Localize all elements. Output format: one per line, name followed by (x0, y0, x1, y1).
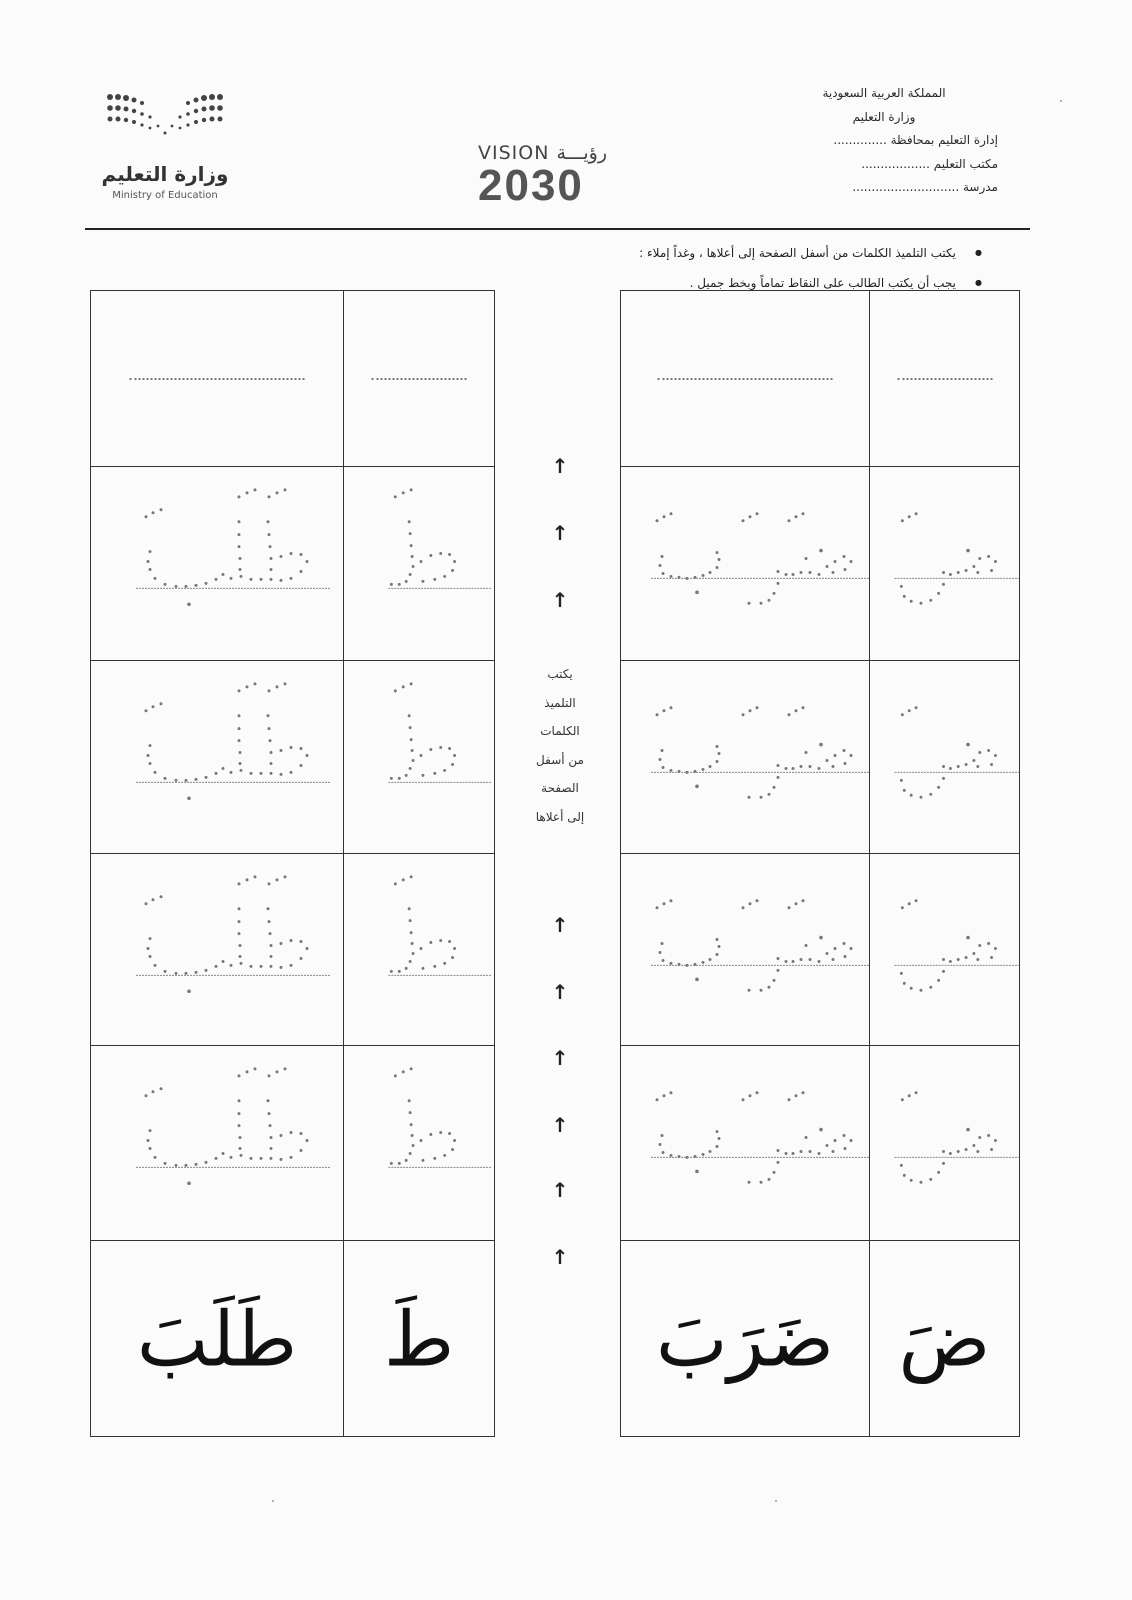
answer-cell-letter[interactable] (344, 291, 495, 467)
vertical-instruction-line: إلى أعلاها (535, 809, 585, 824)
traced-letter-taa (344, 1046, 494, 1240)
instruction-item: ● يجب أن يكتب الطالب على النقاط تماماً وبخط جميل . (639, 268, 982, 298)
scan-speck (775, 1500, 777, 1502)
arrow-up-icon: ↑ (551, 454, 569, 478)
traced-word-daraba (621, 854, 869, 1045)
answer-dotted-line (658, 378, 833, 380)
trace-cell-letter[interactable] (344, 661, 495, 854)
traced-word-talaba (91, 1046, 343, 1240)
answer-cell-word[interactable] (621, 291, 870, 467)
model-letter: طَ (383, 1294, 455, 1383)
instruction-item: ● يكتب التلميذ الكلمات من أسفل الصفحة إلى أعلاها ، وغداً إملاء : (639, 238, 982, 268)
arrow-up-icon: ↑ (551, 521, 569, 545)
trace-cell-letter[interactable] (344, 854, 495, 1046)
vertical-instruction-line: الكلمات (540, 724, 580, 738)
vertical-instruction-line: يكتب (547, 667, 573, 681)
scan-speck (272, 1500, 274, 1502)
answer-dotted-line (130, 378, 305, 380)
trace-cell-letter[interactable] (870, 1046, 1020, 1241)
model-cell-letter (344, 1241, 495, 1437)
traced-letter-daad (870, 661, 1019, 853)
ministry-name-english: Ministry of Education (112, 190, 218, 201)
traced-word-talaba (91, 854, 343, 1045)
model-letter: ضَ (898, 1294, 991, 1383)
header-office-field[interactable]: مكتب التعليم .................. (861, 156, 998, 171)
model-word: طَلَبَ (136, 1294, 298, 1383)
trace-cell-word[interactable] (91, 467, 344, 661)
trace-cell-word[interactable] (621, 1046, 870, 1241)
trace-cell-letter[interactable] (870, 854, 1020, 1046)
answer-dotted-line (372, 378, 467, 380)
header-kingdom: المملكة العربية السعودية (822, 86, 946, 100)
answer-dotted-line (897, 378, 992, 380)
arrow-up-icon: ↑ (551, 1245, 569, 1269)
trace-cell-word[interactable] (621, 467, 870, 661)
answer-cell-word[interactable] (91, 291, 344, 467)
worksheet-table-left (90, 290, 495, 1437)
traced-word-daraba (621, 467, 869, 660)
answer-cell-letter[interactable] (870, 291, 1020, 467)
instructions-list (639, 238, 982, 298)
model-word: ضَرَبَ (655, 1294, 834, 1383)
vertical-instruction-line: من أسفل (536, 752, 584, 767)
model-cell-word (91, 1241, 344, 1437)
arrow-up-icon: ↑ (551, 1113, 569, 1137)
vertical-instruction-line: الصفحة (541, 781, 579, 795)
trace-cell-letter[interactable] (344, 467, 495, 661)
trace-cell-word[interactable] (621, 661, 870, 854)
header-school-field[interactable]: مدرسة ............................ (852, 180, 998, 194)
ministry-name-arabic: وزارة التعليم (101, 162, 229, 186)
arrow-up-icon: ↑ (551, 1178, 569, 1202)
trace-cell-word[interactable] (621, 854, 870, 1046)
arrow-up-icon: ↑ (551, 980, 569, 1004)
vertical-instruction (515, 660, 605, 831)
arrow-up-icon: ↑ (551, 588, 569, 612)
vision-label: VISION رؤيـــة (478, 142, 608, 164)
ministry-dots-icon (105, 92, 225, 136)
trace-cell-word[interactable] (91, 854, 344, 1046)
traced-letter-daad (870, 854, 1019, 1045)
traced-letter-taa (344, 854, 494, 1045)
arrow-up-icon: ↑ (551, 1046, 569, 1070)
vision-number: 2030 (478, 161, 584, 210)
header-divider (85, 228, 1030, 230)
arrow-up-icon: ↑ (551, 913, 569, 937)
header-directorate-field[interactable]: إدارة التعليم بمحافظة .............. (833, 133, 998, 147)
scan-speck (1060, 100, 1062, 102)
trace-cell-letter[interactable] (870, 467, 1020, 661)
traced-letter-taa (344, 467, 494, 660)
traced-word-daraba (621, 1046, 869, 1240)
model-cell-letter (870, 1241, 1020, 1437)
header-ministry: وزارة التعليم (852, 109, 916, 124)
model-cell-word (621, 1241, 870, 1437)
traced-letter-daad (870, 467, 1019, 660)
traced-letter-daad (870, 1046, 1019, 1240)
traced-letter-taa (344, 661, 494, 853)
school-header (764, 82, 1004, 200)
worksheet-table-right (620, 290, 1020, 1437)
trace-cell-word[interactable] (91, 1046, 344, 1241)
trace-cell-letter[interactable] (870, 661, 1020, 854)
ministry-logo (95, 92, 235, 201)
trace-cell-letter[interactable] (344, 1046, 495, 1241)
traced-word-daraba (621, 661, 869, 853)
traced-word-talaba (91, 661, 343, 853)
trace-cell-word[interactable] (91, 661, 344, 854)
traced-word-talaba (91, 467, 343, 660)
vision-2030-logo (478, 142, 648, 208)
vertical-instruction-line: التلميذ (544, 695, 576, 710)
